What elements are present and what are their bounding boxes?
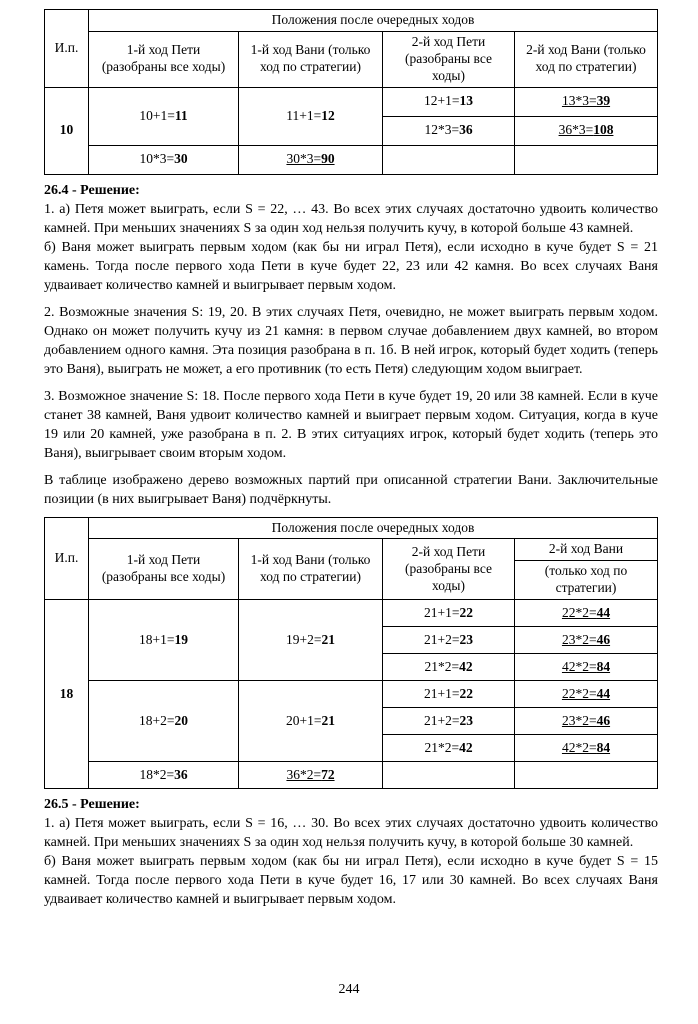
move-expression: 23*2= xyxy=(561,631,597,647)
paragraph-26-4-1a: 1. а) Петя может выиграть, если S = 22, … 43. Во всех этих случаях достаточно удвоить количество камней. При меньших значениях S за один ход нельзя получить кучу, в которой больше 43 камней. xyxy=(44,201,658,236)
paragraph-26-5-1b: б) Ваня может выиграть первым ходом (как бы ни играл Петя), если исходно в куче будет S = 15 камней. Тогда после первого хода Пети в куче будет 16, 17 или 30 камней. Во всех случаях Ваня удваивает количество камней и выигрывает первым ходом. xyxy=(44,854,658,907)
move-cell xyxy=(515,87,658,116)
move-expression: 36*2= xyxy=(286,766,322,782)
col-header-petya-move2: 2-й ход Пети (разобраны все ходы) xyxy=(383,31,515,87)
move-result: 36 xyxy=(459,122,473,138)
ip-column-header: И.п. xyxy=(45,10,89,88)
col-header-vanya-move2-bottom: (только ход по стратегии) xyxy=(515,561,658,600)
table-row xyxy=(45,87,658,116)
move-cell xyxy=(383,627,515,654)
move-result: 13 xyxy=(459,93,473,109)
move-cell xyxy=(239,762,383,789)
move-result: 23 xyxy=(459,712,473,728)
move-expression: 18+2= xyxy=(139,712,175,728)
move-result: 46 xyxy=(596,712,611,728)
initial-position-value: 18 xyxy=(45,600,89,789)
move-result: 44 xyxy=(596,685,611,701)
table-row xyxy=(45,10,658,32)
paragraph-26-4-2: 2. Возможные значения S: 19, 20. В этих случаях Петя, очевидно, не может выиграть первым ходом. Однако он может получить кучу из 21 камня: в первом случае добавлением двух камней, во втором добавлением одного камня. Эта позиция разобрана в п. 1б. В ней игрок, который будет ходить (теперь это Ваня), выиграть не может, а его противник (то есть Петя) следующим ходом выиграет. xyxy=(44,304,658,377)
move-cell xyxy=(515,735,658,762)
section-heading-26-5: 26.5 - Решение: xyxy=(44,797,140,812)
col-header-vanya-move1: 1-й ход Вани (только ход по стратегии) xyxy=(239,539,383,600)
move-cell xyxy=(383,735,515,762)
move-cell xyxy=(383,116,515,145)
move-cell xyxy=(89,600,239,681)
move-expression: 21+2= xyxy=(424,712,460,728)
col-header-petya-move2: 2-й ход Пети (разобраны все ходы) xyxy=(383,539,515,600)
move-expression: 10+1= xyxy=(139,107,175,123)
col-header-vanya-move2: 2-й ход Вани (только ход по стратегии) xyxy=(515,31,658,87)
move-expression: 36*3= xyxy=(558,122,594,138)
move-cell xyxy=(383,87,515,116)
move-cell xyxy=(515,627,658,654)
move-cell xyxy=(515,600,658,627)
move-result: 36 xyxy=(174,766,188,782)
table-row xyxy=(45,762,658,789)
move-expression: 19+2= xyxy=(286,631,322,647)
move-result: 84 xyxy=(596,739,611,755)
table-row xyxy=(45,145,658,174)
page-number: 244 xyxy=(338,982,360,997)
span-header: Положения после очередных ходов xyxy=(89,10,658,32)
section-heading-26-4: 26.4 - Решение: xyxy=(44,182,140,198)
move-cell xyxy=(515,708,658,735)
move-expression: 18+1= xyxy=(139,631,175,647)
game-tree-table-10 xyxy=(44,9,658,175)
table-row xyxy=(45,681,658,708)
empty-cell xyxy=(515,762,658,789)
move-result: 42 xyxy=(459,739,473,755)
move-result: 22 xyxy=(459,685,473,701)
move-cell xyxy=(383,681,515,708)
move-result: 44 xyxy=(596,604,611,620)
move-result: 19 xyxy=(174,631,188,647)
move-result: 11 xyxy=(174,107,188,123)
move-expression: 10*3= xyxy=(139,151,175,167)
col-header-vanya-move1: 1-й ход Вани (только ход по стратегии) xyxy=(239,31,383,87)
move-expression: 22*2= xyxy=(561,685,597,701)
move-result: 21 xyxy=(321,631,335,647)
empty-cell xyxy=(383,145,515,174)
move-cell xyxy=(515,116,658,145)
move-cell xyxy=(383,600,515,627)
move-cell xyxy=(239,145,383,174)
game-tree-table-18 xyxy=(44,517,658,790)
move-result: 21 xyxy=(321,712,335,728)
move-expression: 13*3= xyxy=(561,93,597,109)
move-expression: 21*2= xyxy=(424,658,460,674)
move-cell xyxy=(239,600,383,681)
move-result: 23 xyxy=(459,631,473,647)
move-cell xyxy=(515,681,658,708)
move-expression: 18*2= xyxy=(139,766,175,782)
table-row xyxy=(45,600,658,627)
move-expression: 42*2= xyxy=(561,739,597,755)
move-result: 90 xyxy=(321,151,335,167)
move-cell xyxy=(383,654,515,681)
move-expression: 12+1= xyxy=(424,93,460,109)
move-result: 42 xyxy=(459,658,473,674)
move-result: 108 xyxy=(593,122,614,138)
table-row xyxy=(45,517,658,539)
col-header-petya-move1: 1-й ход Пети (разобраны все ходы) xyxy=(89,31,239,87)
move-result: 22 xyxy=(459,604,473,620)
move-result: 12 xyxy=(321,107,335,123)
move-expression: 22*2= xyxy=(561,604,597,620)
table-row xyxy=(45,539,658,561)
ip-column-header: И.п. xyxy=(45,517,89,600)
move-expression: 21+2= xyxy=(424,631,460,647)
move-cell xyxy=(383,708,515,735)
paragraph-26-4-4: В таблице изображено дерево возможных партий при описанной стратегии Вани. Заключительные позиции (в них выигрывает Ваня) подчёркнуты. xyxy=(44,472,658,507)
move-expression: 21*2= xyxy=(424,739,460,755)
move-expression: 12*3= xyxy=(424,122,460,138)
empty-cell xyxy=(515,145,658,174)
span-header: Положения после очередных ходов xyxy=(89,517,658,539)
move-expression: 20+1= xyxy=(286,712,322,728)
move-cell xyxy=(239,681,383,762)
move-cell xyxy=(89,762,239,789)
col-header-vanya-move2-top: 2-й ход Вани xyxy=(515,539,658,561)
move-cell xyxy=(89,87,239,145)
move-expression: 21+1= xyxy=(424,604,460,620)
move-expression: 11+1= xyxy=(286,107,322,123)
move-cell xyxy=(239,87,383,145)
move-result: 20 xyxy=(174,712,188,728)
move-cell xyxy=(515,654,658,681)
move-result: 30 xyxy=(174,151,188,167)
move-result: 72 xyxy=(321,766,335,782)
paragraph-26-4-1b: б) Ваня может выиграть первым ходом (как бы ни играл Петя), если исходно в куче будет S = 21 камень. Тогда после первого хода Пети в куче будет 22, 23 или 42 камня. Во всех случаях Ваня удваивает количество камней и выигрывает первым ходом. xyxy=(44,239,658,293)
move-expression: 30*3= xyxy=(286,151,322,167)
move-cell xyxy=(89,145,239,174)
move-cell xyxy=(89,681,239,762)
move-result: 46 xyxy=(596,631,611,647)
move-result: 39 xyxy=(596,93,611,109)
empty-cell xyxy=(383,762,515,789)
table-row xyxy=(45,31,658,87)
paragraph-26-4-3: 3. Возможное значение S: 18. После первого хода Пети в куче будет 19, 20 или 38 камней. Если в куче станет 38 камней, Ваня удвоит количество камней и выиграет первым ходом. Ситуация, когда в куче 19 или 20 камней, уже разобрана в п. 2. В этих ситуациях игрок, который будет ходить (теперь это Ваня), выигрывает своим вторым ходом. xyxy=(44,388,658,461)
col-header-petya-move1: 1-й ход Пети (разобраны все ходы) xyxy=(89,539,239,600)
paragraph-26-5-1a: 1. а) Петя может выиграть, если S = 16, … 30. Во всех этих случаях достаточно удвоить количество камней. При меньших значениях S за один ход нельзя получить кучу, в которой больше 30 камней. xyxy=(44,816,658,850)
move-expression: 42*2= xyxy=(561,658,597,674)
initial-position-value: 10 xyxy=(45,87,89,174)
move-expression: 23*2= xyxy=(561,712,597,728)
move-result: 84 xyxy=(596,658,611,674)
move-expression: 21+1= xyxy=(424,685,460,701)
